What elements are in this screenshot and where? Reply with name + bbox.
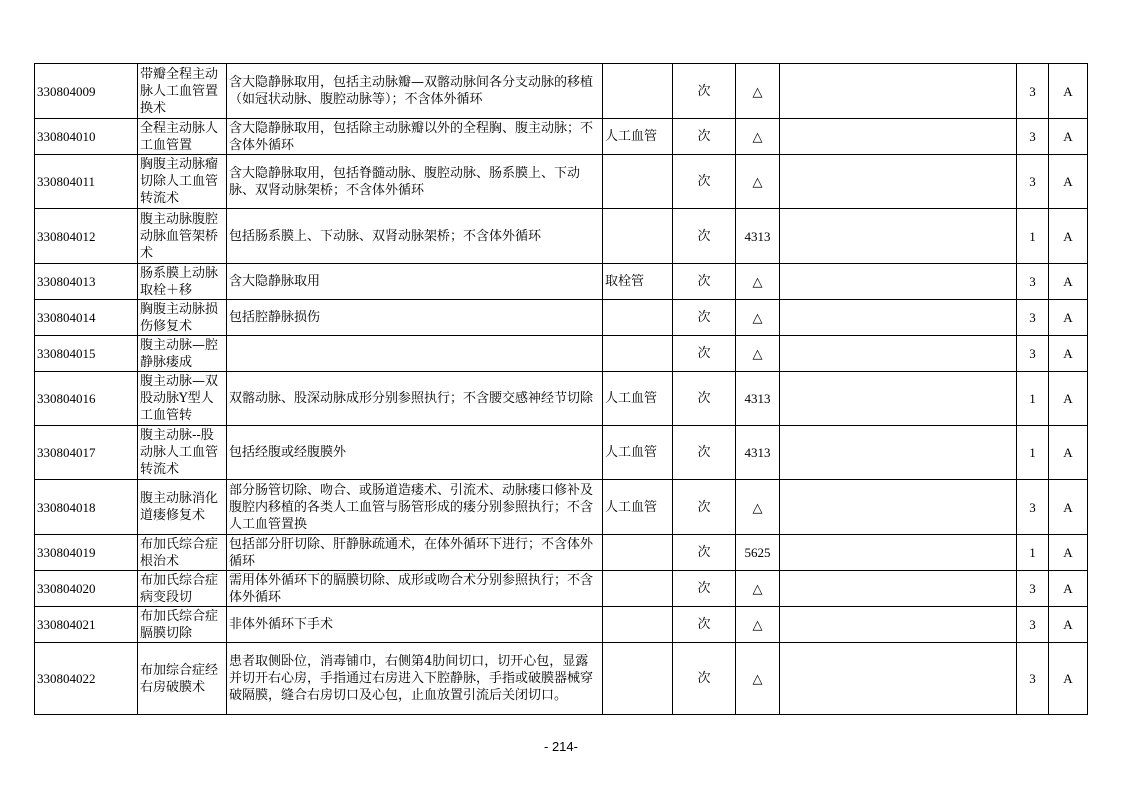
- class-cell: A: [1049, 571, 1088, 607]
- price-cell: 5625: [736, 535, 780, 571]
- item-content-cell: 含大隐静脉取用: [227, 264, 603, 300]
- price-cell: △: [736, 119, 780, 155]
- table-row: [35, 607, 1088, 643]
- excluded-material-cell: 人工血管: [603, 480, 673, 535]
- item-name-cell: 胸腹主动脉瘤切除人工血管转流术: [138, 155, 227, 209]
- level-cell: 3: [1017, 643, 1049, 715]
- table-row: [35, 426, 1088, 480]
- price-cell: △: [736, 336, 780, 372]
- item-code-cell: 330804013: [35, 264, 138, 300]
- item-name-cell: 腹主动脉腹腔动脉血管架桥术: [138, 209, 227, 264]
- table-row: [35, 643, 1088, 715]
- unit-cell: 次: [673, 535, 736, 571]
- item-code-cell: 330804009: [35, 64, 138, 119]
- excluded-material-cell: [603, 155, 673, 209]
- class-cell: A: [1049, 336, 1088, 372]
- item-code-cell: 330804011: [35, 155, 138, 209]
- note-cell: [780, 155, 1017, 209]
- price-cell: △: [736, 155, 780, 209]
- note-cell: [780, 64, 1017, 119]
- unit-cell: 次: [673, 372, 736, 426]
- note-cell: [780, 300, 1017, 336]
- item-name-cell: 布加氏综合症病变段切: [138, 571, 227, 607]
- item-code-cell: 330804017: [35, 426, 138, 480]
- item-name-cell: 全程主动脉人工血管置: [138, 119, 227, 155]
- unit-cell: 次: [673, 209, 736, 264]
- item-content-cell: 含大隐静脉取用，包括主动脉瓣—双髂动脉间各分支动脉的移植（如冠状动脉、腹腔动脉等）；不含体外循环: [227, 64, 603, 119]
- item-content-cell: 患者取侧卧位，消毒铺巾，右侧第4肋间切口，切开心包，显露并切开右心房，手指通过右房进入下腔静脉，手指或破膜器械穿破隔膜，缝合右房切口及心包，止血放置引流后关闭切口。: [227, 643, 603, 715]
- level-cell: 1: [1017, 209, 1049, 264]
- item-content-cell: 需用体外循环下的膈膜切除、成形或吻合术分别参照执行；不含体外循环: [227, 571, 603, 607]
- unit-cell: 次: [673, 264, 736, 300]
- fee-schedule-table: [34, 63, 1088, 715]
- item-content-cell: 非体外循环下手术: [227, 607, 603, 643]
- item-content-cell: 包括部分肝切除、肝静脉疏通术，在体外循环下进行；不含体外循环: [227, 535, 603, 571]
- class-cell: A: [1049, 372, 1088, 426]
- item-name-cell: 布加综合症经右房破膜术: [138, 643, 227, 715]
- level-cell: 3: [1017, 480, 1049, 535]
- level-cell: 3: [1017, 300, 1049, 336]
- excluded-material-cell: [603, 607, 673, 643]
- excluded-material-cell: 人工血管: [603, 119, 673, 155]
- price-cell: △: [736, 571, 780, 607]
- level-cell: 3: [1017, 64, 1049, 119]
- item-name-cell: 布加氏综合症根治术: [138, 535, 227, 571]
- item-content-cell: 包括肠系膜上、下动脉、双肾动脉架桥；不含体外循环: [227, 209, 603, 264]
- item-name-cell: 胸腹主动脉损伤修复术: [138, 300, 227, 336]
- note-cell: [780, 264, 1017, 300]
- unit-cell: 次: [673, 119, 736, 155]
- item-code-cell: 330804019: [35, 535, 138, 571]
- unit-cell: 次: [673, 155, 736, 209]
- class-cell: A: [1049, 300, 1088, 336]
- note-cell: [780, 372, 1017, 426]
- excluded-material-cell: [603, 209, 673, 264]
- class-cell: A: [1049, 155, 1088, 209]
- unit-cell: 次: [673, 571, 736, 607]
- excluded-material-cell: [603, 643, 673, 715]
- unit-cell: 次: [673, 607, 736, 643]
- table-row: [35, 480, 1088, 535]
- table-row: [35, 155, 1088, 209]
- level-cell: 3: [1017, 336, 1049, 372]
- note-cell: [780, 209, 1017, 264]
- table-row: [35, 264, 1088, 300]
- item-name-cell: 肠系膜上动脉取栓＋移: [138, 264, 227, 300]
- table-row: [35, 209, 1088, 264]
- table-row: [35, 336, 1088, 372]
- level-cell: 1: [1017, 535, 1049, 571]
- table-row: [35, 571, 1088, 607]
- excluded-material-cell: 取栓管: [603, 264, 673, 300]
- class-cell: A: [1049, 209, 1088, 264]
- class-cell: A: [1049, 119, 1088, 155]
- table-row: [35, 372, 1088, 426]
- item-name-cell: 腹主动脉—腔静脉瘘成: [138, 336, 227, 372]
- item-name-cell: 腹主动脉--股动脉人工血管转流术: [138, 426, 227, 480]
- class-cell: A: [1049, 64, 1088, 119]
- note-cell: [780, 571, 1017, 607]
- price-cell: △: [736, 64, 780, 119]
- item-code-cell: 330804020: [35, 571, 138, 607]
- price-cell: △: [736, 264, 780, 300]
- item-content-cell: 部分肠管切除、吻合、或肠道造瘘术、引流术、动脉瘘口修补及腹腔内移植的各类人工血管与肠管形成的瘘分别参照执行；不含人工血管置换: [227, 480, 603, 535]
- class-cell: A: [1049, 643, 1088, 715]
- price-cell: 4313: [736, 209, 780, 264]
- price-cell: △: [736, 480, 780, 535]
- item-name-cell: 腹主动脉—双股动脉Y型人工血管转: [138, 372, 227, 426]
- unit-cell: 次: [673, 336, 736, 372]
- note-cell: [780, 480, 1017, 535]
- level-cell: 3: [1017, 155, 1049, 209]
- item-content-cell: 包括腔静脉损伤: [227, 300, 603, 336]
- price-cell: 4313: [736, 426, 780, 480]
- item-content-cell: 含大隐静脉取用，包括除主动脉瓣以外的全程胸、腹主动脉；不含体外循环: [227, 119, 603, 155]
- item-code-cell: 330804022: [35, 643, 138, 715]
- item-code-cell: 330804012: [35, 209, 138, 264]
- item-content-cell: 包括经腹或经腹膜外: [227, 426, 603, 480]
- item-name-cell: 带瓣全程主动脉人工血管置换术: [138, 64, 227, 119]
- level-cell: 3: [1017, 264, 1049, 300]
- excluded-material-cell: [603, 64, 673, 119]
- page-number: - 214-: [544, 739, 578, 754]
- note-cell: [780, 643, 1017, 715]
- note-cell: [780, 119, 1017, 155]
- class-cell: A: [1049, 535, 1088, 571]
- note-cell: [780, 336, 1017, 372]
- excluded-material-cell: [603, 535, 673, 571]
- table-row: [35, 535, 1088, 571]
- item-code-cell: 330804018: [35, 480, 138, 535]
- excluded-material-cell: 人工血管: [603, 426, 673, 480]
- item-code-cell: 330804010: [35, 119, 138, 155]
- price-cell: 4313: [736, 372, 780, 426]
- table-row: [35, 64, 1088, 119]
- level-cell: 3: [1017, 119, 1049, 155]
- class-cell: A: [1049, 480, 1088, 535]
- note-cell: [780, 535, 1017, 571]
- item-name-cell: 布加氏综合症膈膜切除: [138, 607, 227, 643]
- class-cell: A: [1049, 426, 1088, 480]
- item-content-cell: [227, 336, 603, 372]
- item-name-cell: 腹主动脉消化道瘘修复术: [138, 480, 227, 535]
- class-cell: A: [1049, 264, 1088, 300]
- item-code-cell: 330804021: [35, 607, 138, 643]
- level-cell: 1: [1017, 426, 1049, 480]
- excluded-material-cell: [603, 571, 673, 607]
- level-cell: 3: [1017, 571, 1049, 607]
- price-cell: △: [736, 300, 780, 336]
- item-content-cell: 含大隐静脉取用，包括脊髓动脉、腹腔动脉、肠系膜上、下动脉、双肾动脉架桥；不含体外循环: [227, 155, 603, 209]
- excluded-material-cell: [603, 336, 673, 372]
- level-cell: 1: [1017, 372, 1049, 426]
- item-code-cell: 330804014: [35, 300, 138, 336]
- price-cell: △: [736, 643, 780, 715]
- unit-cell: 次: [673, 426, 736, 480]
- item-code-cell: 330804016: [35, 372, 138, 426]
- item-code-cell: 330804015: [35, 336, 138, 372]
- item-content-cell: 双髂动脉、股深动脉成形分别参照执行；不含腰交感神经节切除: [227, 372, 603, 426]
- excluded-material-cell: [603, 300, 673, 336]
- price-cell: △: [736, 607, 780, 643]
- unit-cell: 次: [673, 643, 736, 715]
- unit-cell: 次: [673, 300, 736, 336]
- table-row: [35, 119, 1088, 155]
- unit-cell: 次: [673, 480, 736, 535]
- note-cell: [780, 607, 1017, 643]
- unit-cell: 次: [673, 64, 736, 119]
- excluded-material-cell: 人工血管: [603, 372, 673, 426]
- table-row: [35, 300, 1088, 336]
- class-cell: A: [1049, 607, 1088, 643]
- level-cell: 3: [1017, 607, 1049, 643]
- note-cell: [780, 426, 1017, 480]
